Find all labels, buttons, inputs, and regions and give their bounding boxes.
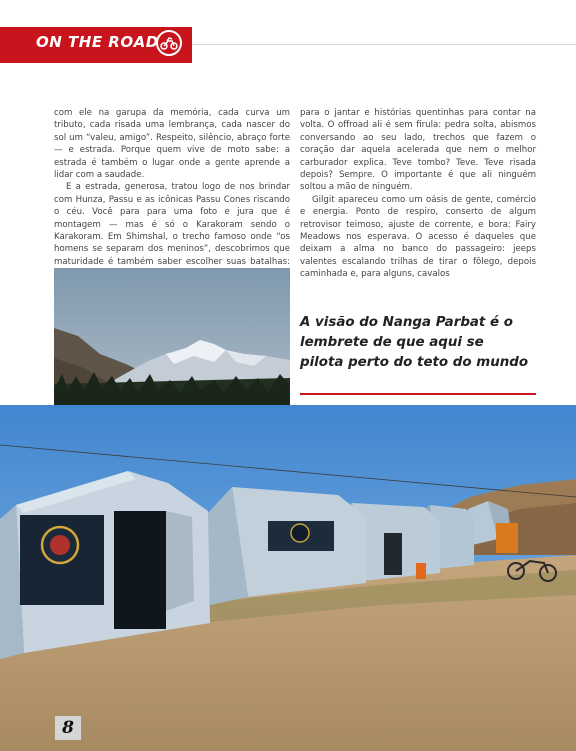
article-paragraph: Gilgit apareceu como um oásis de gente, comércio e energia. Ponto de respiro, conserto de algum retrovisor teimoso, ajuste de corrente, e bora: Fairy Meadows nos esperava. O acesso é daqueles que deixam a alma no banco do passageiro: jeeps valentes escalando trilhas de tirar o fôlego, depois caminhada e, para alguns, cavalos (300, 194, 536, 280)
pull-quote: A visão do Nanga Parbat é o lembrete de que aqui se pilota perto do teto do mundo (300, 315, 529, 370)
motorcycle-emblem-icon (156, 30, 182, 56)
page-number: 8 (55, 716, 81, 740)
article-paragraph: para o jantar e histórias quentinhas para contar na volta. O offroad ali é sem firula: pedra solta, abismos conversando ao seu lado, trechos que fazem o coração dar aquela acelerada que nem o melhor carburador explica. Teve tombo? Teve. Teve risada depois? Sempre. O importante é que ali ninguém soltou a mão de ninguém. (300, 108, 536, 193)
fairy-meadows-camp-photo (0, 405, 576, 751)
section-banner (0, 27, 192, 63)
header-rule (192, 44, 576, 45)
article-paragraph: E a estrada, generosa, tratou logo de nos brindar com Hunza, Passu e as icônicas Passu Cones riscando o céu. Você para para uma foto e jura que é montagem — mas é só o Karakoram sendo o Karakoram. Em Shimshal, o trecho famoso onde “os homens se separam dos meninos”, descobrimos que maturidade é também saber escolher suas batalhas: (54, 182, 290, 267)
article-column-right (300, 107, 536, 281)
pull-quote-rule (300, 393, 536, 395)
section-title: ON THE ROAD (36, 33, 159, 51)
article-column-left (54, 107, 290, 281)
article-paragraph: com ele na garupa da memória, cada curva um tributo, cada risada uma lembrança, cada nascer do sol um “valeu, amigo”. Respeito, silêncio, abraço forte — e estrada. Porque quem vive de moto sabe: a estrada é também o lugar onde a gente aprende a lidar com a saudade. (54, 108, 290, 181)
